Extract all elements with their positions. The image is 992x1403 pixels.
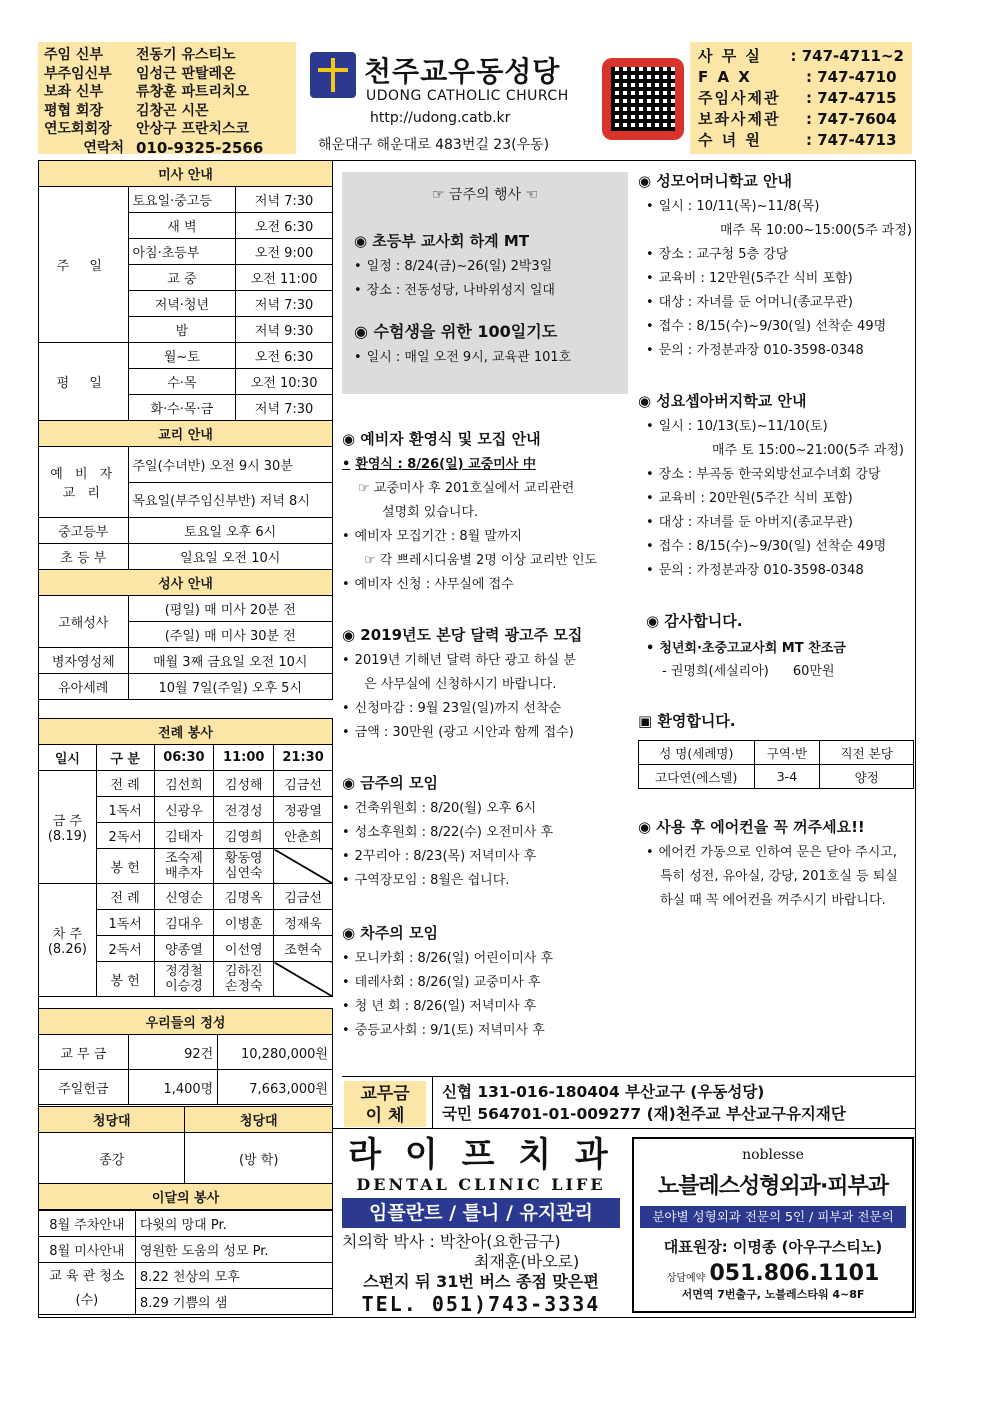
monthly-table: 8월 주차안내 다윗의 망대 Pr. 8월 미사안내 영원한 도움의 성모 Pr. 교 육 관 청소(수) 8.22 천상의 모후 8.29 기쁨의 샘 xyxy=(38,1210,333,1315)
contact-list: 사 무 실 : 747-4711~2 F A X : 747-4710 주임사제관 : 747-4715 보좌사제관 : 747-7604 수 녀 원 : 747-4713 xyxy=(690,42,912,154)
calendar-section: ◉ 2019년도 본당 달력 광고주 모집 • 2019년 기해년 달력 하단 광고 하실 분 은 사무실에 신청하시기 바랍니다. • 신청마감 : 9월 23일(일)까지 선착순 • 금액 : 30만원 (광고 시안과 함께 접수) xyxy=(342,624,582,745)
liturgy-table: 전례 봉사 일시 구 분 06:30 11:00 21:30 금 주 (8.19) 전 례 김선희 김성해 김금선 1독서 신광우 전경성 정광열 2독서 김태자 김영희 안춘희 봉 헌 조숙제 배추자 황동영 심연숙 차 주 (8.26) 전 례 신영순 김명옥 김금선 1독서 김대우 이병훈 정재욱 2독서 양종열 이선영 조현숙 봉 헌 정경철 이승경 김하진 손정숙 xyxy=(38,718,333,997)
ad-noblesse-clinic[interactable]: noblesse 노블레스성형외과·피부과 분야별 성형외과 전문의 5인 / 피부과 전문의 대표원장: 이명종 (아우구스티노) 상담예약 051.806.1101 서면역 7번출구, 노블레스타워 4~8F xyxy=(632,1137,914,1313)
events-title: ☞ 금주의 행사 ☜ xyxy=(431,187,539,203)
this-week-meetings: ◉ 금주의 모임 • 건축위원회 : 8/20(월) 오후 6시 • 성소후원회 : 8/22(수) 오전미사 후 • 2꾸리아 : 8/23(목) 저녁미사 후 • 구역장모임 : 8월은 쉽니다. xyxy=(342,772,553,893)
offering-table: 우리들의 정성 교 무 금 92건 10,280,000원 주일헌금 1,400명 7,663,000원 xyxy=(38,1008,333,1105)
mass-title: 미사 안내 xyxy=(39,161,333,187)
mothers-school: ◉ 성모어머니학교 안내 • 일시 : 10/11(목)~11/8(목) 매주 목 10:00~15:00(5주 과정) • 장소 : 교구청 5층 강당 • 교육비 : 12만원(5주간 식비 포함) • 대상 : 자녀를 둔 어머니(종교무관) • 접수 : 8/15(수)~9/30(일) 선착순 49명 • 문의 : 가정분과장 010-3598-0348 xyxy=(638,170,912,363)
welcome-section: ▣ 환영합니다. xyxy=(638,712,736,730)
cleaning-table: 청당대 청당대 종강 (방 학) 이달의 봉사 xyxy=(38,1106,333,1210)
left-schedule-table: 미사 안내 주 일 토요일·중고등 저녁 7:30 새 벽 오전 6:30 아침·초등부 오전 9:00 교 중 오전 11:00 저녁·청년 저녁 7:30 밤 저녁 9:30 평 일 월~토 오전 6:30 수·목 오전 10:30 화·수·목·금 저녁 7:30 교리 안내 예 비 자 교 리 주일(수녀반) 오전 9시 30분 목요일(부주임신부반) 저녁 8시 중고등부 토요일 오후 6시 초 등 부 일요일 오전 10시 성사 안내 고해성사 (평일) 매 미사 20분 전 (주일) 매 미사 30분 전 병자영성체 매월 3째 금요일 오전 10시 유아세례 10월 7일(주일) 오후 5시 xyxy=(38,160,333,700)
welcome-table: 성 명(세례명) 구역·반 직전 본당 고다연(에스델) 3-4 양정 xyxy=(638,740,914,789)
catechumen-section: ◉ 예비자 환영식 및 모집 안내 • 환영식 : 8/26(일) 교중미사 中 ☞ 교중미사 후 201호실에서 교리관련 설명회 있습니다. • 예비자 모집기간 : 8월 말까지 ☞ 각 쁘레시디움별 2명 이상 교리반 인도 • 예비자 신청 : 사무실에 접수 xyxy=(342,428,597,597)
qr-code-icon[interactable] xyxy=(602,58,684,140)
aircon-section: ◉ 사용 후 에어컨을 꼭 꺼주세요!! • 에어컨 가동으로 인하여 문은 닫아 주시고, 특히 성전, 유아실, 강당, 201호실 등 퇴실 하실 때 꼭 에어컨을 꺼주시기 바랍니다. xyxy=(638,816,898,913)
next-week-meetings: ◉ 차주의 모임 • 모니카회 : 8/26(일) 어린이미사 후 • 데레사회 : 8/26(일) 교중미사 후 • 청 년 회 : 8/26(일) 저녁미사 후 • 중등교사회 : 9/1(토) 저녁미사 후 xyxy=(342,922,553,1043)
church-url[interactable]: http://udong.catb.kr xyxy=(370,110,511,126)
ad-dental-clinic[interactable]: 라 이 프 치 과 DENTAL CLINIC LIFE 임플란트 / 틀니 / 유지관리 치의학 박사 : 박찬아(요한금구) 최재훈(바오로) 스펀지 뒤 31번 버스 종점 맞은편 TEL. 051)743-3334 xyxy=(338,1135,624,1313)
church-cross-logo xyxy=(310,52,356,98)
fathers-school: ◉ 성요셉아버지학교 안내 • 일시 : 10/13(토)~11/10(토) 매주 토 15:00~21:00(5주 과정) • 장소 : 부곡동 한국외방선교수녀회 강당 • 교육비 : 20만원(5주간 식비 포함) • 대상 : 자녀를 둔 아버지(종교무관) • 접수 : 8/15(수)~9/30(일) 선착순 49명 • 문의 : 가정분과장 010-3598-0348 xyxy=(638,390,904,583)
thanks-section: ◉ 감사합니다. • 청년회·초중고교사회 MT 찬조금 - 권명희(세실리아) 60만원 xyxy=(646,610,846,683)
church-name: 천주교우동성당 xyxy=(364,55,561,88)
church-address: 해운대구 해운대로 483번길 23(우동) xyxy=(318,137,550,153)
church-name-en: UDONG CATHOLIC CHURCH xyxy=(366,88,569,104)
bank-transfer: 교무금 이 체 신협 131-016-180404 부산교구 (우동성당) 국민 564701-01-009277 (재)천주교 부산교구유지재단 xyxy=(342,1076,916,1129)
priest-list: 주임 신부 전동기 유스티노 부주임신부 임성근 판탈레온 보좌 신부 류창훈 파트리치오 평협 회장 김창곤 시몬 연도회회장 안상구 프란치스코 연락처 010-9325-2566 xyxy=(38,42,296,154)
